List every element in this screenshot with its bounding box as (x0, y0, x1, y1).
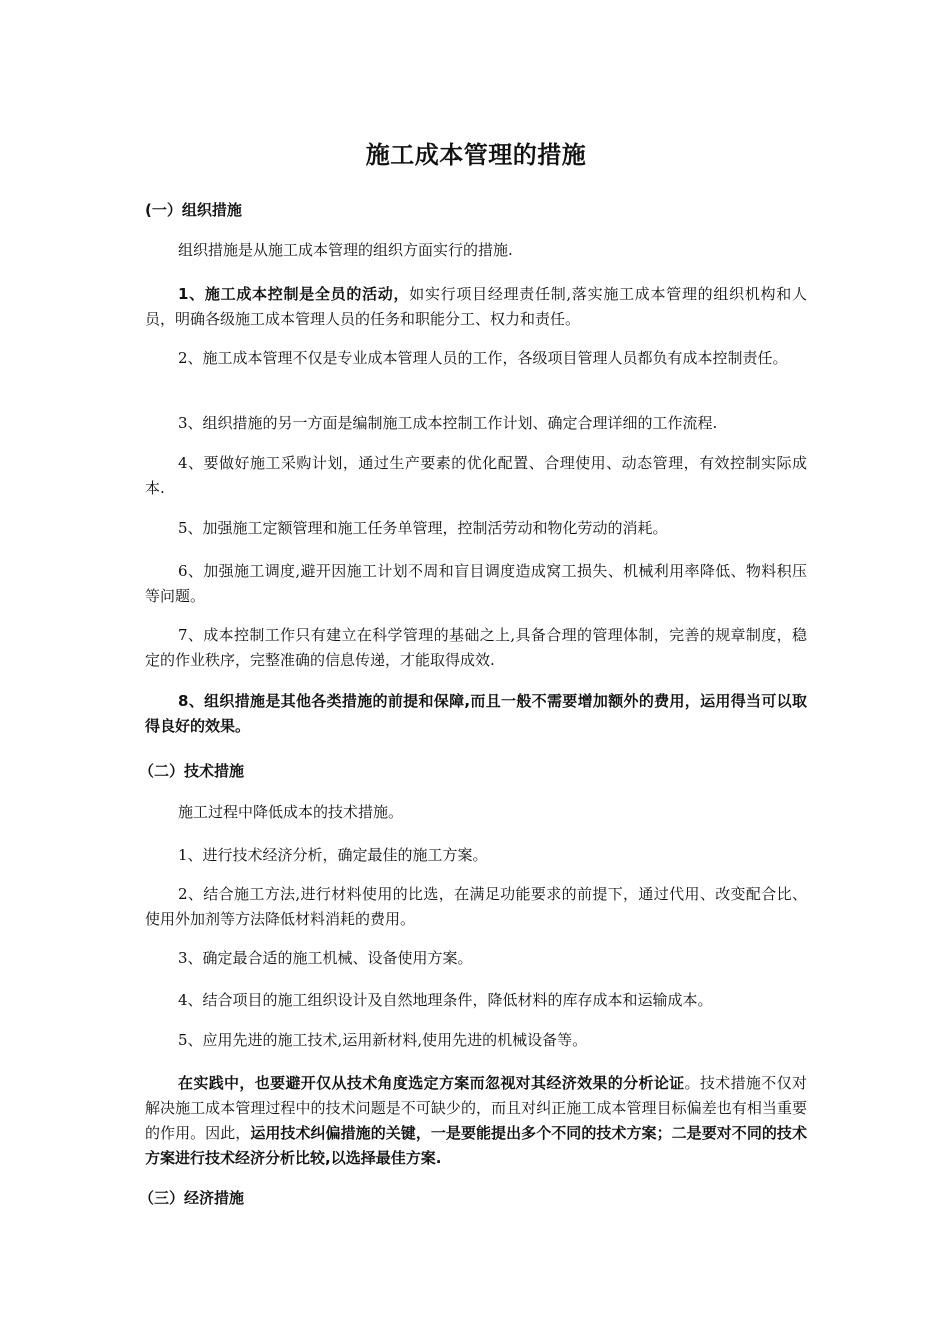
paragraph-tech-4: 4、结合项目的施工组织设计及自然地理条件，降低材料的库存成本和运输成本。 (178, 991, 713, 1009)
paragraph-tech-3: 3、确定最合适的施工机械、设备使用方案。 (178, 949, 473, 967)
paragraph-org-5: 5、加强施工定额管理和施工任务单管理，控制活劳动和物化劳动的消耗。 (178, 519, 668, 537)
paragraph-intro-technical: 施工过程中降低成本的技术措施。 (178, 803, 404, 821)
section-heading-economic: （三）经济措施 (139, 1189, 245, 1207)
paragraph-org-3: 3、组织措施的另一方面是编制施工成本控制工作计划、确定合理详细的工作流程. (178, 414, 718, 432)
paragraph-tech-6-bold-1: 在实践中，也要避开仅从技术角度选定方案而忽视对其经济效果的分析论证 (178, 1074, 685, 1092)
paragraph-org-6: 6、加强施工调度,避开因施工计划不周和盲目调度造成窝工损失、机械利用率降低、物料积压等问题。 (145, 562, 807, 605)
section-heading-organization: (一）组织措施 (145, 201, 242, 219)
paragraph-tech-6 (145, 1071, 807, 1171)
paragraph-org-8: 8、组织措施是其他各类措施的前提和保障,而且一般不需要增加额外的费用，运用得当可以取得良好的效果。 (145, 692, 807, 735)
document-title: 施工成本管理的措施 (365, 140, 587, 169)
paragraph-org-1-text: 如实行项目经理责任制,落实施工成本管理的组织机构和人员，明确各级施工成本管理人员的任务和职能分工、权力和责任。 (145, 285, 807, 328)
paragraph-org-1 (145, 282, 807, 332)
paragraph-org-4: 4、要做好施工采购计划，通过生产要素的优化配置、合理使用、动态管理，有效控制实际成本. (145, 454, 807, 497)
paragraph-tech-1: 1、进行技术经济分析，确定最佳的施工方案。 (178, 846, 488, 864)
paragraph-tech-5: 5、应用先进的施工技术,运用新材料,使用先进的机械设备等。 (178, 1031, 588, 1049)
paragraph-org-1-bold: 1、施工成本控制是全员的活动， (178, 285, 410, 303)
paragraph-tech-2: 2、结合施工方法,进行材料使用的比选，在满足功能要求的前提下，通过代用、改变配合比、使用外加剂等方法降低材料消耗的费用。 (145, 885, 807, 928)
paragraph-tech-6-bold-2: 运用技术纠偏措施的关键，一是要能提出多个不同的技术方案；二是要对不同的技术方案进行技术经济分析比较,以选择最佳方案. (145, 1124, 807, 1167)
paragraph-tech-6-text: 。技术措施不仅对解决施工成本管理过程中的技术问题是不可缺少的，而且对纠正施工成本管理目标偏差也有相当重要的作用。因此， (145, 1074, 807, 1142)
section-heading-technical: （二）技术措施 (139, 762, 245, 780)
paragraph-org-7: 7、成本控制工作只有建立在科学管理的基础之上,具备合理的管理体制，完善的规章制度，稳定的作业秩序，完整准确的信息传递，才能取得成效. (145, 626, 807, 669)
paragraph-org-2: 2、施工成本管理不仅是专业成本管理人员的工作，各级项目管理人员都负有成本控制责任。 (178, 349, 788, 367)
paragraph-intro-organization: 组织措施是从施工成本管理的组织方面实行的措施. (178, 241, 513, 259)
